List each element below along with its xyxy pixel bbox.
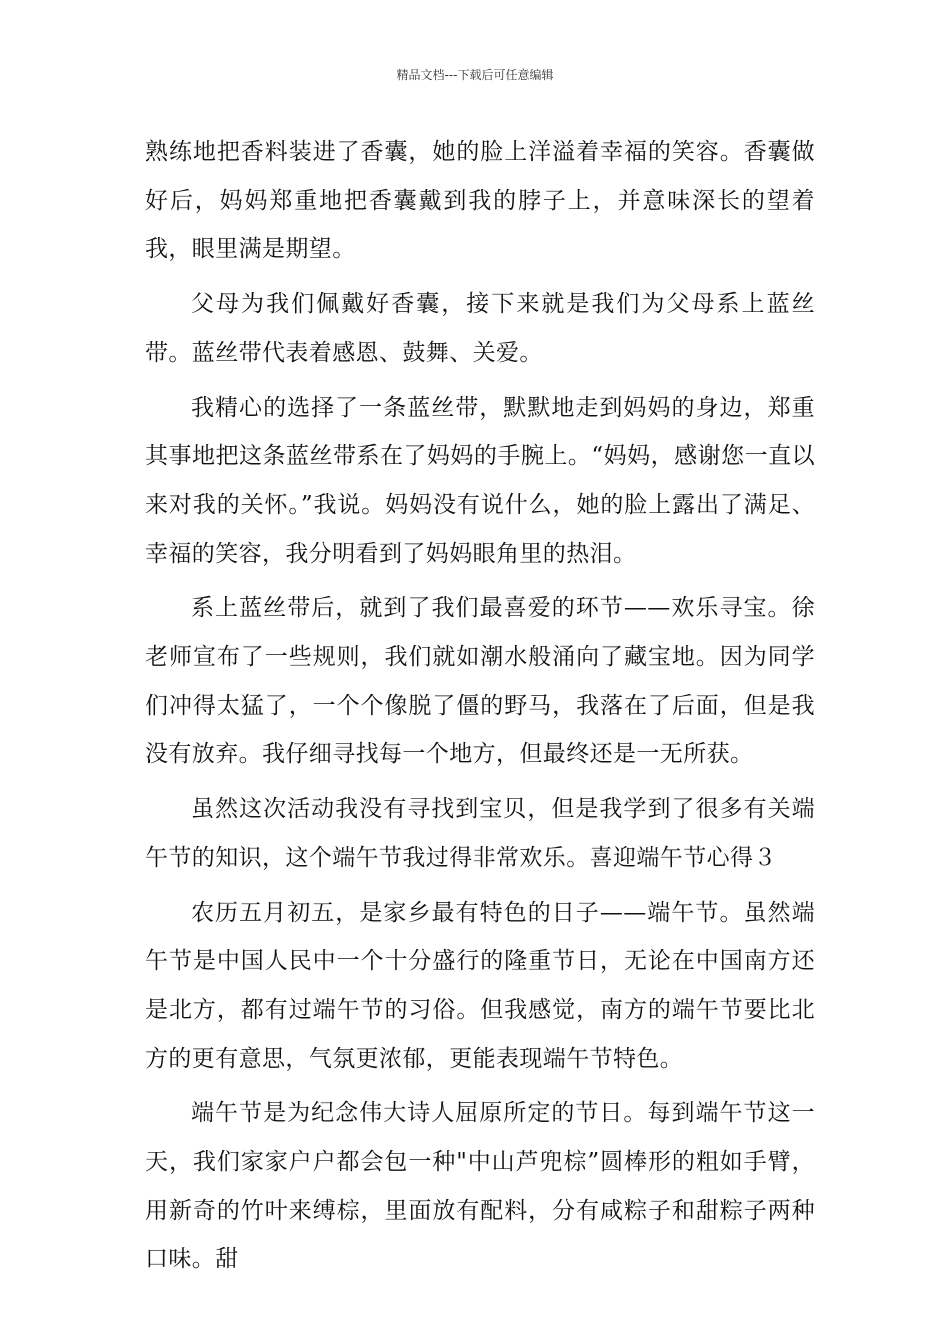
paragraph-5: 虽然这次活动我没有寻找到宝贝，但是我学到了很多有关端午节的知识，这个端午节我过得非常欢乐。喜迎端午节心得３ xyxy=(145,796,815,871)
paragraph-1: 熟练地把香料装进了香囊，她的脸上洋溢着幸福的笑容。香囊做好后，妈妈郑重地把香囊戴到我的脖子上，并意味深长的望着我，眼里满是期望。 xyxy=(145,139,815,263)
paragraph-7: 端午节是为纪念伟大诗人屈原所定的节日。每到端午节这一天，我们家家户户都会包一种"中山芦兜棕”圆棒形的粗如手臂，用新奇的竹叶来缚棕，里面放有配料，分有咸粽子和甜粽子两种口味。甜 xyxy=(145,1100,815,1273)
document-body xyxy=(145,128,815,1290)
paragraph-3: 我精心的选择了一条蓝丝带，默默地走到妈妈的身边，郑重其事地把这条蓝丝带系在了妈妈的手腕上。“妈妈，感谢您一直以来对我的关怀。”我说。妈妈没有说什么，她的脸上露出了满足、幸福的笑容，我分明看到了妈妈眼角里的热泪。 xyxy=(145,394,815,567)
paragraph-2: 父母为我们佩戴好香囊，接下来就是我们为父母系上蓝丝带。蓝丝带代表着感恩、鼓舞、关爱。 xyxy=(145,291,815,366)
paragraph-4: 系上蓝丝带后，就到了我们最喜爱的环节——欢乐寻宝。徐老师宣布了一些规则，我们就如潮水般涌向了藏宝地。因为同学们冲得太猛了，一个个像脱了僵的野马，我落在了后面，但是我没有放弃。我仔细寻找每一个地方，但最终还是一无所获。 xyxy=(145,595,815,768)
paragraph-6: 农历五月初五，是家乡最有特色的日子——端午节。虽然端午节是中国人民中一个十分盛行的隆重节日，无论在中国南方还是北方，都有过端午节的习俗。但我感觉，南方的端午节要比北方的更有意思，气氛更浓郁，更能表现端午节特色。 xyxy=(145,899,815,1072)
page-header: 精品文档---下载后可任意编辑 xyxy=(396,68,554,82)
